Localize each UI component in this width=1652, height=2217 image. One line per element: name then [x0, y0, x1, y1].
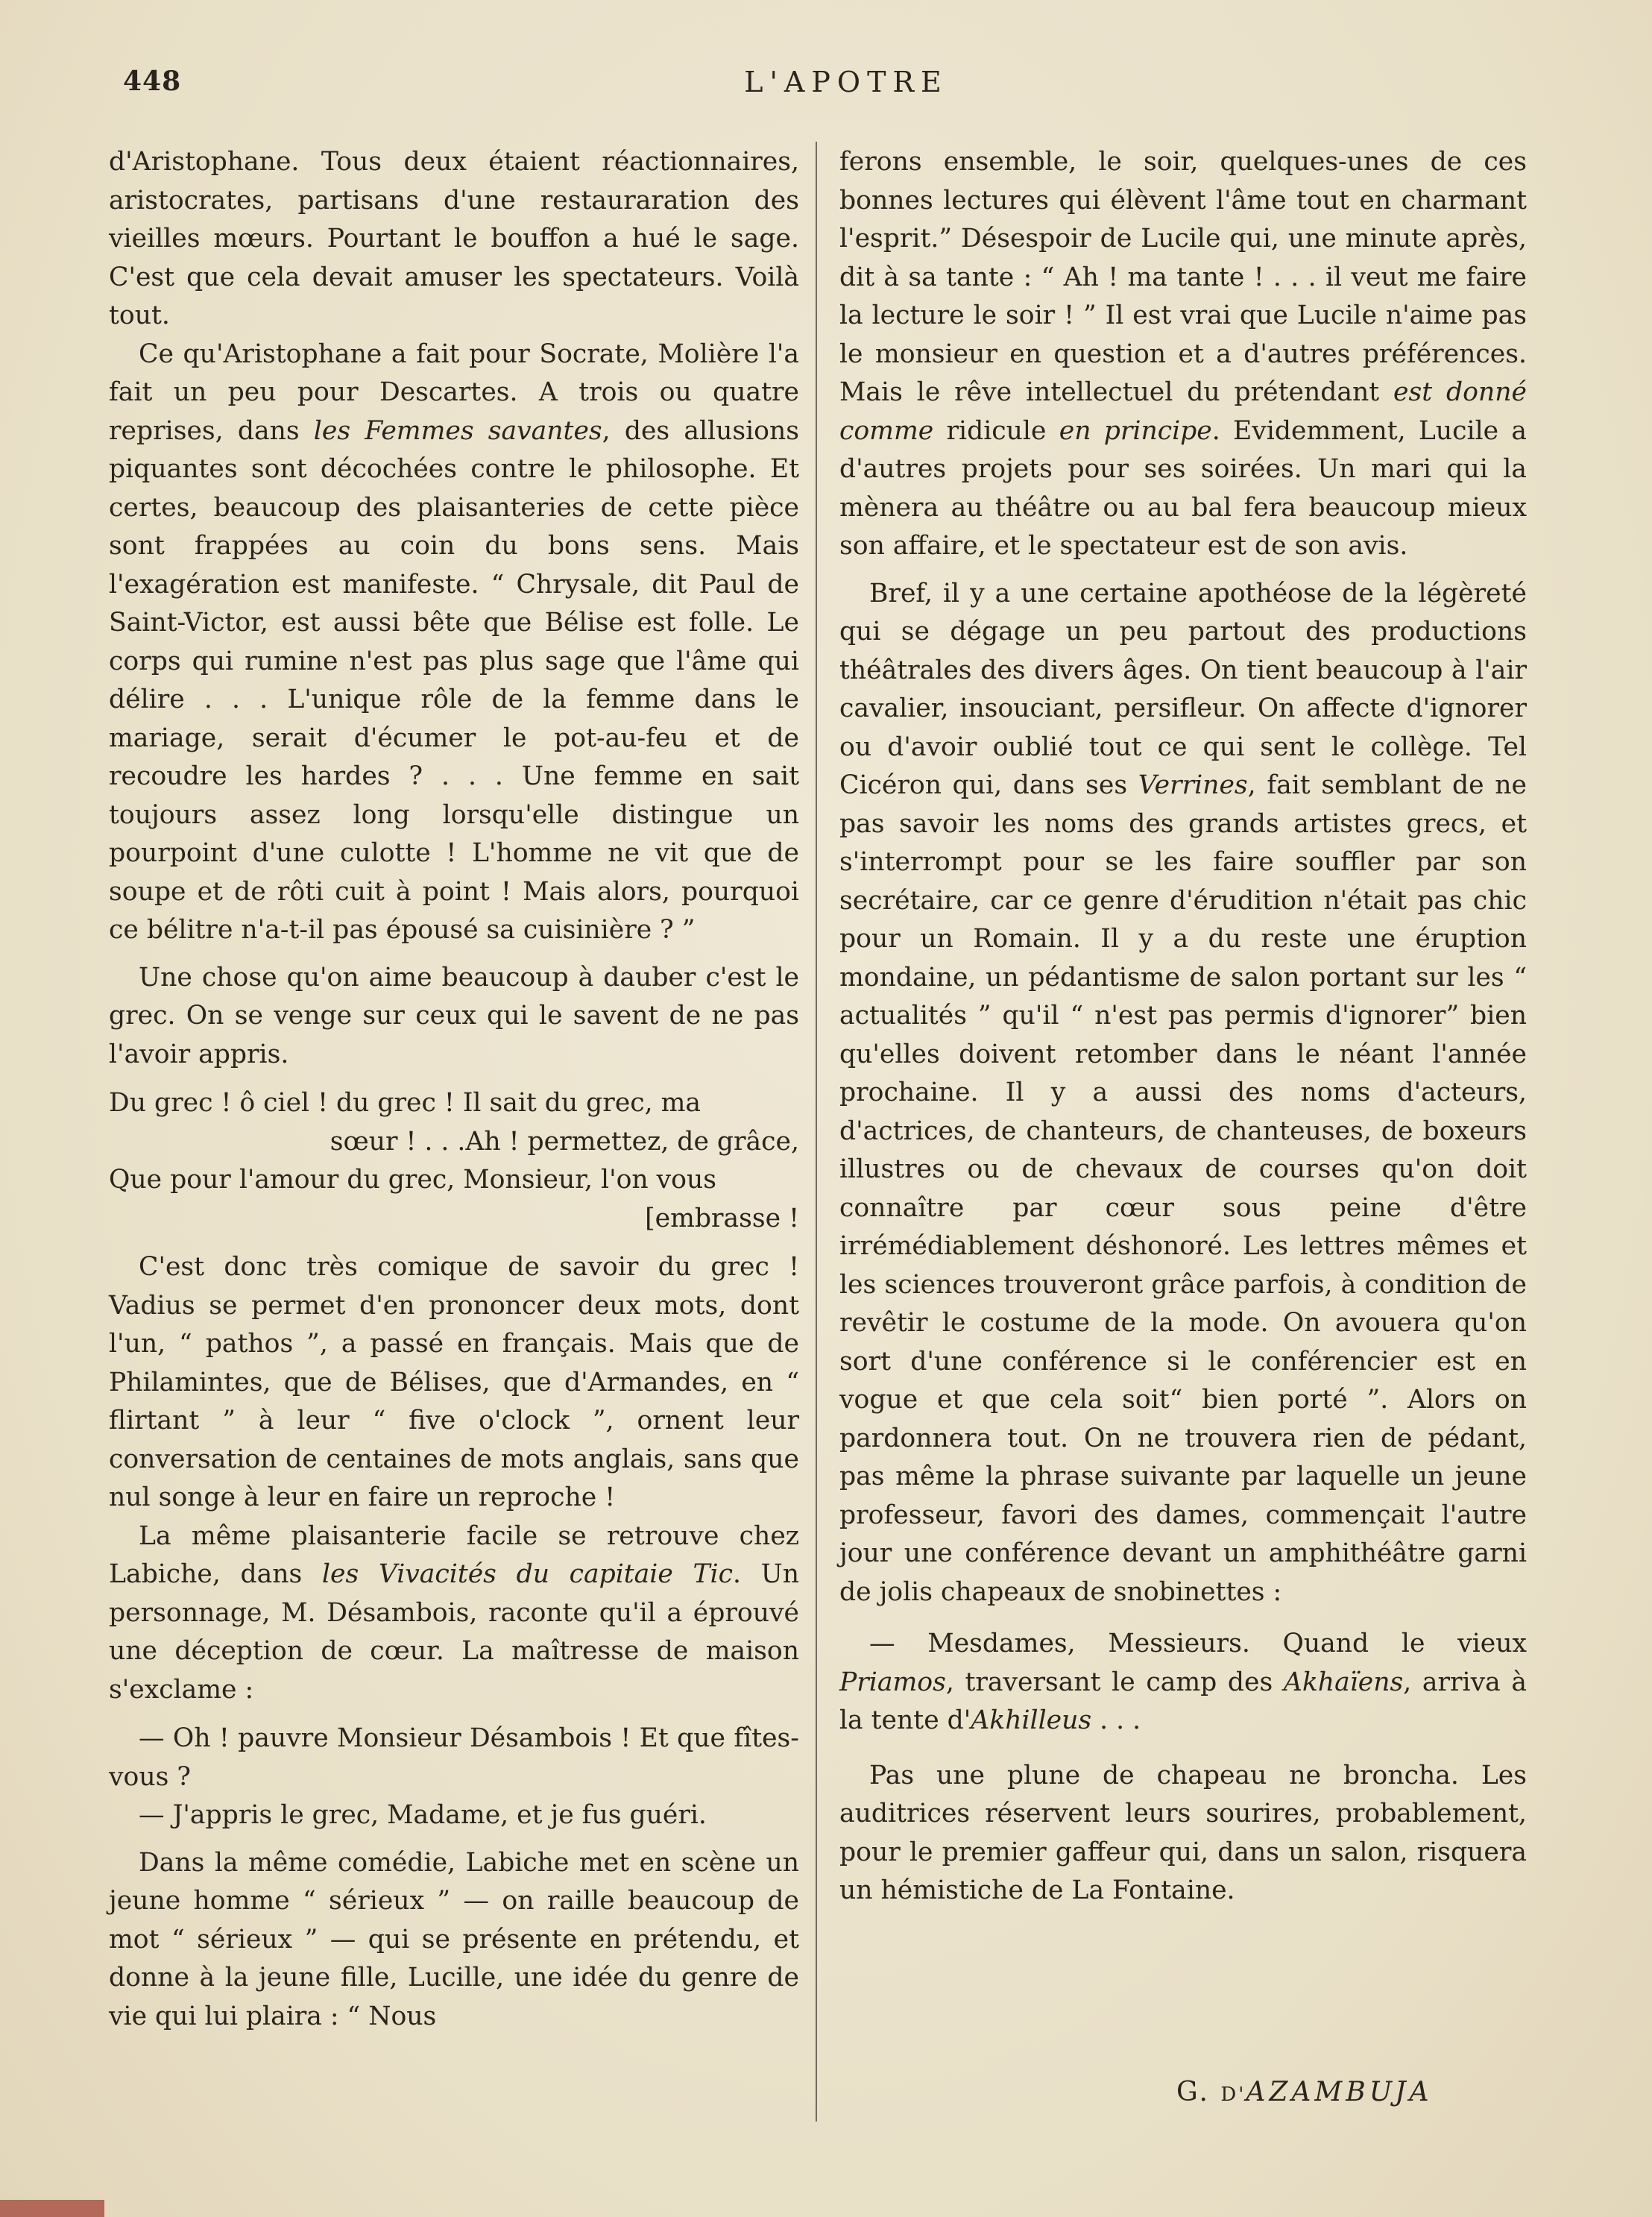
verse-quote [109, 1084, 799, 1238]
emphasis: Akhaïens [1283, 1667, 1404, 1697]
paragraph-text: — Mesdames, Messieurs. Quand le vieux [869, 1629, 1527, 1658]
signature-particle: D' [1220, 2084, 1246, 2106]
paragraph [109, 1248, 799, 1518]
running-title: L'APOTRE [744, 66, 948, 98]
paragraph-text: . Evidemment, Lucile a d'autres projets pour ses soirées. Un mari qui la mènera au théâtre ou au bal fera beaucoup mieux son affaire, et le spectateur est de son avis. [839, 415, 1527, 561]
paragraph-text: , fait semblant de ne pas savoir les noms des grands artistes grecs, et s'interrompt pour se les faire souffler par son secrétaire, car ce genre d'érudition n'était pas chic pour un Romain. Il y a du reste une éruption mondaine, un pédantisme de salon portant sur les “ actualités ” qu'il “ n'est pas permis d'ignorer” bien qu'elles doivent retomber dans le néant l'année prochaine. Il y a aussi des noms d'acteurs, d'actrices, de chanteurs, de chanteuses, de boxeurs illustres ou de chevaux de courses qu'on doit connaître par cœur sous peine d'être irrémédiablement déshonoré. Les lettres mêmes et les sciences trouveront grâce parfois, à condition de revêtir le costume de la mode. On avouera qu'on sort d'une conférence si le conférencier est en vogue et que cela soit“ bien porté ”. Alors on pardonnera tout. On ne trouvera rien de pédant, pas même la phrase suivante par laquelle un jeune professeur, favori des dames, commençait l'autre jour une conférence devant un amphithéâtre garni de jolis chapeaux de snobinettes : [839, 770, 1527, 1607]
paragraph-text: , des allusions piquantes sont décochées contre le philosophe. Et certes, beaucoup des plaisanteries de cette pièce sont frappées au coin du bons sens. Mais l'exagération est manifeste. “ Chrysale, dit Paul de Saint-Victor, est aussi bête que Bélise est folle. Le corps qui rumine n'est pas plus sage que l'âme qui délire . . . L'unique rôle de la femme dans le mariage, serait d'écumer le pot-au-feu et de recoudre les hardes ? . . . Une femme en sait toujours assez long lorsqu'elle distingue un pourpoint d'une culotte ! L'homme ne vit que de soupe et de rôti cuit à point ! Mais alors, pourquoi ce bélitre n'a-t-il pas épousé sa cuisinière ? ” [109, 415, 799, 945]
right-column [839, 143, 1527, 1911]
paragraph-text: d'Aristophane. Tous deux étaient réactionnaires, aristocrates, partisans d'une restauraration des vieilles mœurs. Pourtant le bouffon a hué le sage. C'est que cela devait amuser les spectateurs. Voilà tout. [109, 147, 799, 330]
paragraph [109, 1518, 799, 1710]
column-divider [816, 142, 817, 2122]
paragraph [109, 1844, 799, 2037]
paragraph-text: . Un personnage, M. Désambois, raconte qu'il a éprouvé une déception de cœur. La maîtresse de maison s'exclame : [109, 1559, 799, 1705]
page-edge-mark [0, 2200, 104, 2217]
paragraph-text: , arriva à la tente d' [839, 1667, 1527, 1735]
work-title: les Femmes savantes [313, 415, 602, 446]
paragraph-text: Pas une plune de chapeau ne broncha. Les auditrices réservent leurs sourires, probablement, pour le premier gaffeur qui, dans un salon, risquera un hémistiche de La Fontaine. [839, 1760, 1527, 1905]
work-title: Verrines [1138, 770, 1248, 800]
verse-line: Que pour l'amour du grec, Monsieur, l'on vous [109, 1165, 717, 1195]
verse-line-continuation: sœur ! . . .Ah ! permettez, de grâce, [330, 1126, 799, 1157]
verse-line: Du grec ! ô ciel ! du grec ! Il sait du grec, ma [109, 1088, 702, 1118]
paragraph [109, 959, 799, 1075]
work-title: les Vivacités du capitaie Tic [321, 1559, 733, 1589]
paragraph-text: Une chose qu'on aime beaucoup à dauber c'est le grec. On se venge sur ceux qui le savent de ne pas l'avoir appris. [109, 962, 799, 1069]
emphasis: en principe [1059, 415, 1212, 446]
paragraph-text: Dans la même comédie, Labiche met en scène un jeune homme “ sérieux ” — on raille beaucoup de mot “ sérieux ” — qui se présente en prétendu, et donne à la jeune fille, Lucille, une idée du genre de vie qui lui plaira : “ Nous [109, 1847, 799, 2031]
paragraph-text: . . . [1091, 1705, 1141, 1735]
paragraph [839, 143, 1527, 566]
dialogue-line: — J'appris le grec, Madame, et je fus guéri. [139, 1800, 707, 1830]
quoted-speech [839, 1625, 1527, 1740]
paragraph [839, 575, 1527, 1612]
paragraph [839, 1757, 1527, 1911]
paragraph-text: C'est donc très comique de savoir du grec ! Vadius se permet d'en prononcer deux mots, dont l'un, “ pathos ”, a passé en français. Mais que de Philamintes, que de Bélises, que d'Armandes, en “ flirtant ” à leur “ five o'clock ”, ornent leur conversation de centaines de mots anglais, sans que nul songe à leur en faire un reproche ! [109, 1252, 799, 1512]
paragraph [109, 336, 799, 950]
paragraph-text: Ce qu'Aristophane a fait pour Socrate, Molière l'a fait un peu pour Descartes. A trois ou quatre reprises, dans [109, 339, 799, 446]
emphasis: Akhilleus [971, 1705, 1092, 1735]
paragraph-text: ridicule [933, 415, 1059, 446]
author-signature [1176, 2077, 1433, 2107]
paragraph-text: La même plaisanterie facile se retrouve chez Labiche, dans [109, 1521, 799, 1589]
dialogue [109, 1720, 799, 1835]
paragraph [109, 143, 799, 336]
paragraph-text: ferons ensemble, le soir, quelques-unes de ces bonnes lectures qui élèvent l'âme tout en charmant l'esprit.” Désespoir de Lucile qui, une minute après, dit à sa tante : “ Ah ! ma tante ! . . . il veut me faire la lecture le soir ! ” Il est vrai que Lucile n'aime pas le monsieur en question et a d'autres préférences. Mais le rêve intellectuel du prétendant [839, 147, 1527, 407]
verse-line-continuation: [embrasse ! [645, 1203, 799, 1233]
paragraph-text: , traversant le camp des [945, 1667, 1284, 1697]
page-number: 448 [123, 66, 182, 97]
page-header [123, 66, 1569, 110]
signature-name: AZAMBUJA [1246, 2077, 1433, 2107]
signature-initial: G. [1176, 2077, 1210, 2107]
dialogue-line: — Oh ! pauvre Monsieur Désambois ! Et que fîtes-vous ? [109, 1723, 799, 1792]
emphasis: est donné comme [839, 377, 1527, 446]
emphasis: Priamos [839, 1667, 946, 1697]
left-column [109, 143, 799, 2036]
paragraph-text: Bref, il y a une certaine apothéose de la légèreté qui se dégage un peu partout des productions théâtrales des divers âges. On tient beaucoup à l'air cavalier, insouciant, persifleur. On affecte d'ignorer ou d'avoir oublié tout ce qui sent le collège. Tel Cicéron qui, dans ses [839, 578, 1527, 800]
